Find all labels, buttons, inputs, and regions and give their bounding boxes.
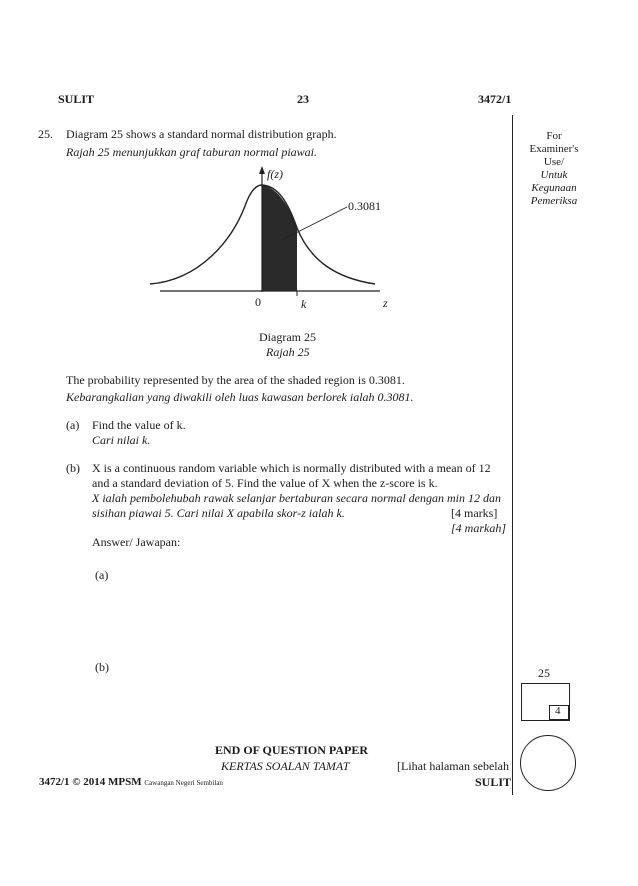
answer-b-label: (b) bbox=[95, 660, 109, 674]
header-sulit: SULIT bbox=[58, 92, 95, 106]
part-b-en-2: and a standard deviation of 5. Find the value of X when the z-score is k. bbox=[92, 476, 438, 490]
part-b-en-1: X is a continuous random variable which is normally distributed with a mean of 12 bbox=[92, 461, 491, 475]
copyright: 3472/1 © 2014 MPSM Cawangan Negeri Sembilan bbox=[39, 776, 223, 788]
end-of-paper-ms: KERTAS SOALAN TAMAT bbox=[221, 759, 350, 773]
diagram-caption-ms: Rajah 25 bbox=[266, 345, 310, 359]
region-value-label: 0.3081 bbox=[348, 199, 381, 213]
examiner-label: For Examiner's Use/ Untuk Kegunaan Pemeriksa bbox=[529, 130, 579, 207]
y-axis-arrow bbox=[259, 166, 265, 174]
part-a-en: Find the value of k. bbox=[92, 418, 186, 432]
question-number: 25. bbox=[38, 127, 53, 141]
answer-a-label: (a) bbox=[95, 568, 109, 582]
origin-label: 0 bbox=[255, 295, 261, 309]
part-a-label: (a) bbox=[66, 418, 80, 432]
statement-ms: Kebarangkalian yang diwakili oleh luas kawasan berlorek ialah 0.3081. bbox=[66, 390, 414, 404]
next-page-note: [Lihat halaman sebelah bbox=[397, 759, 509, 773]
part-b-label: (b) bbox=[66, 461, 80, 475]
score-question-number: 25 bbox=[538, 666, 550, 680]
statement-en: The probability represented by the area of the shaded region is 0.3081. bbox=[66, 373, 405, 387]
end-of-paper-en: END OF QUESTION PAPER bbox=[215, 743, 369, 757]
answer-label: Answer/ Jawapan: bbox=[92, 535, 181, 549]
page-number: 23 bbox=[297, 92, 309, 106]
shaded-region bbox=[262, 185, 297, 291]
examiner-circle bbox=[520, 735, 576, 791]
diagram-caption-en: Diagram 25 bbox=[259, 330, 316, 344]
footer-sulit: SULIT bbox=[475, 775, 512, 789]
paper-code: 3472/1 bbox=[478, 92, 512, 106]
part-a-ms: Cari nilai k. bbox=[92, 433, 151, 447]
part-b-ms-1: X ialah pembolehubah rawak selanjar bertaburan secara normal dengan min 12 dan bbox=[92, 491, 501, 505]
intro-ms: Rajah 25 menunjukkan graf taburan normal piawai. bbox=[66, 145, 317, 159]
part-b-ms-2: sisihan piawai 5. Cari nilai X apabila skor-z ialah k. bbox=[92, 506, 345, 520]
intro-en: Diagram 25 shows a standard normal distribution graph. bbox=[66, 127, 337, 141]
k-label: k bbox=[301, 297, 307, 311]
y-axis-label: f(z) bbox=[267, 167, 283, 181]
x-axis-label: z bbox=[383, 296, 388, 310]
marks-ms: [4 markah] bbox=[451, 521, 507, 535]
marks-en: [4 marks] bbox=[451, 506, 498, 520]
max-marks: 4 bbox=[555, 705, 561, 717]
